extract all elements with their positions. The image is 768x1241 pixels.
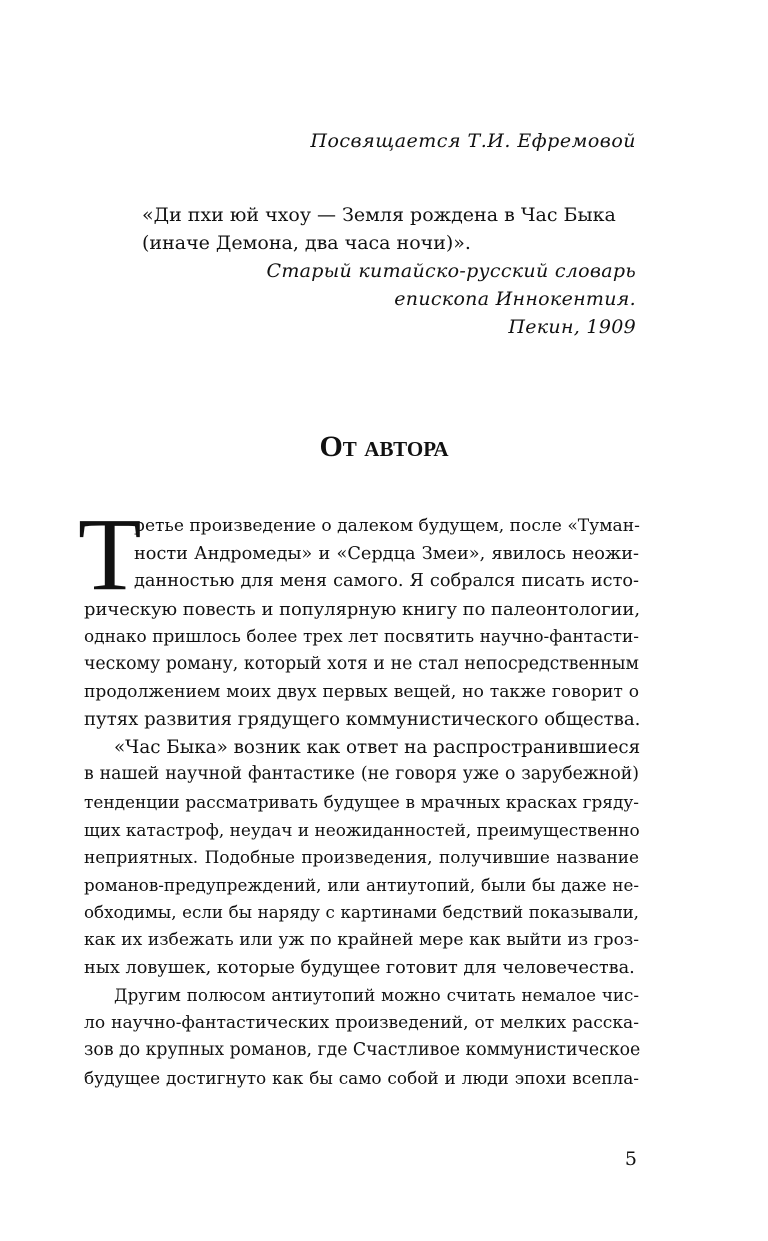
text-line: в нашей научной фантастике (не говоря уже о зарубежной) (84, 764, 639, 785)
text-line: ретье произведение о далеком будущем, после «Туман- (134, 516, 640, 536)
text-line: зов до крупных романов, где Счастливое коммунистическое (84, 1040, 641, 1061)
epigraph (142, 201, 636, 341)
text-line: романов-предупреждений, или антиутопий, были бы даже не- (84, 874, 639, 895)
epigraph-source-line: Старый китайско-русский словарь (266, 260, 636, 282)
text-line: «Час Быка» возник как ответ на распространившиеся (114, 736, 641, 758)
text-line: щих катастроф, неудач и неожиданностей, преимущественно (84, 819, 640, 840)
text-line: данностью для меня самого. Я собрался писать исто- (134, 571, 639, 592)
dedication: Посвящается Т.И. Ефремовой (310, 130, 636, 152)
text-line: однако пришлось более трех лет посвятить научно-фантасти- (84, 626, 639, 647)
text-line: Другим полюсом антиутопий можно считать немалое чис- (114, 985, 639, 1006)
text-line: путях развития грядущего коммунистического общества. (84, 709, 641, 731)
epigraph-quote-line: (иначе Демона, два часа ночи)». (142, 232, 471, 254)
epigraph-source-line: епископа Иннокентия. (394, 288, 636, 310)
text-line: ности Андромеды» и «Сердца Змеи», явилось неожи- (134, 543, 639, 564)
drop-cap: Т (78, 497, 142, 612)
text-line: как их избежать или уж по крайней мере как выйти из гроз- (84, 929, 639, 950)
epigraph-quote-line: «Ди пхи юй чхоу — Земля рождена в Час Быка (142, 204, 616, 226)
epigraph-source-line: Пекин, 1909 (508, 316, 636, 338)
body-text (78, 497, 641, 1092)
page-number: 5 (624, 1148, 637, 1170)
text-line: ло научно-фантастических произведений, от мелких расска- (84, 1012, 639, 1033)
text-line: обходимы, если бы наряду с картинами бедствий показывали, (84, 902, 639, 923)
text-line: неприятных. Подобные произведения, получившие название (84, 847, 639, 868)
text-line: ческому роману, который хотя и не стал непосредственным (84, 653, 639, 674)
text-line: тенденции рассматривать будущее в мрачных красках гряду- (84, 791, 639, 812)
text-line: рическую повесть и популярную книгу по палеонтологии, (84, 598, 641, 620)
text-line: ных ловушек, которые будущее готовит для человечества. (84, 957, 635, 978)
text-line: продолжением моих двух первых вещей, но также говорит о (84, 681, 639, 702)
text-line: будущее достигнуто как бы само собой и люди эпохи всепла- (84, 1067, 639, 1088)
chapter-heading: От автора (319, 430, 449, 463)
